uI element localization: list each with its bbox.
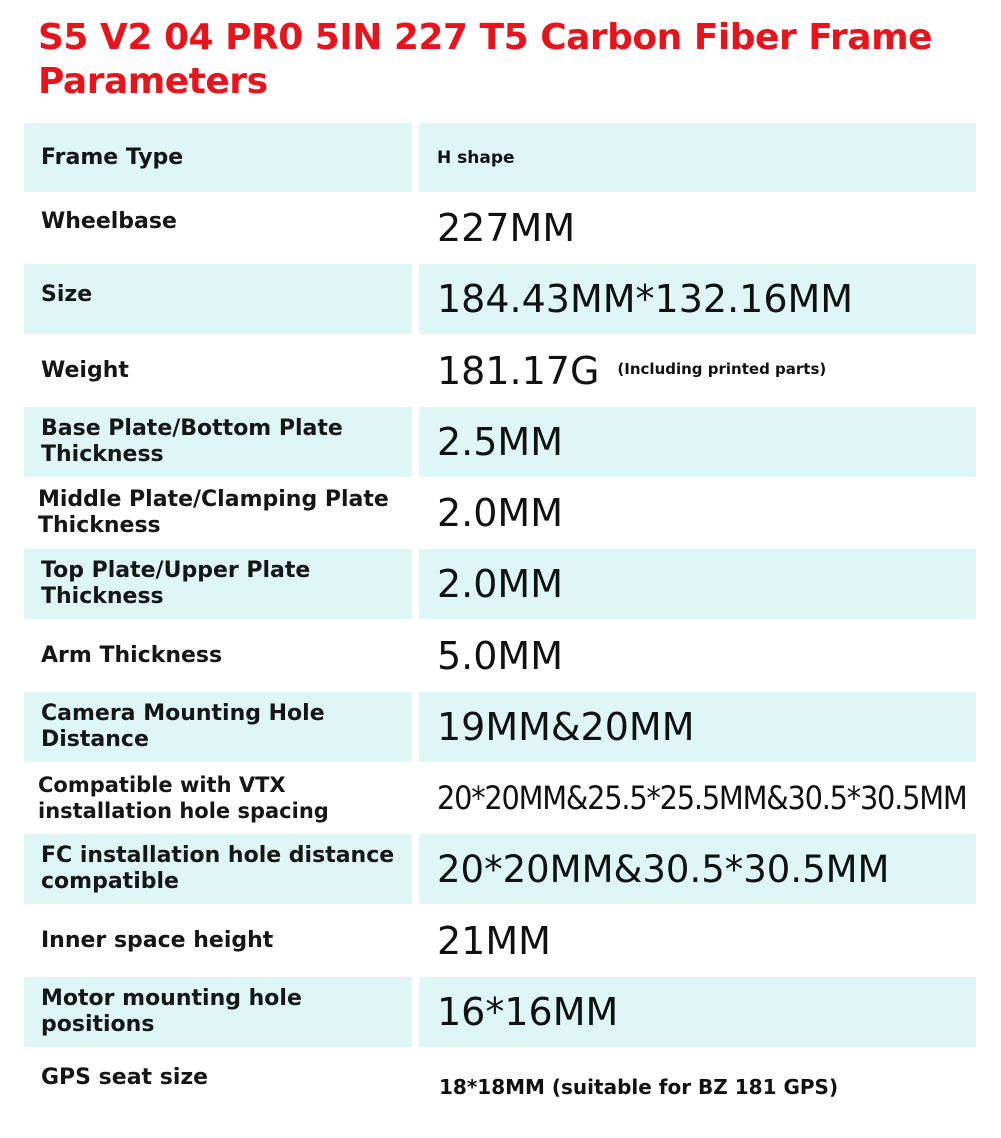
row-label: Top Plate/Upper Plate Thickness <box>24 549 412 619</box>
row-label: Middle Plate/Clamping Plate Thickness <box>38 487 389 538</box>
row-label: Camera Mounting Hole Distance <box>24 692 412 762</box>
row-value: 19MM&20MM <box>419 692 976 762</box>
page-title: S5 V2 04 PR0 5IN 227 T5 Carbon Fiber Frame Parameters <box>38 17 932 102</box>
row-label: FC installation hole distance compatible <box>24 834 412 904</box>
row-value: 21MM <box>437 918 551 963</box>
row-value: 2.5MM <box>419 407 976 477</box>
row-label: Base Plate/Bottom Plate Thickness <box>24 407 412 477</box>
row-value: 16*16MM <box>419 977 976 1047</box>
table-row-frame-type <box>24 123 976 192</box>
row-label: Inner space height <box>41 927 274 953</box>
row-value: 184.43MM*132.16MM <box>419 264 976 334</box>
table-row-weight <box>24 334 976 407</box>
row-value: 20*20MM&25.5*25.5MM&30.5*30.5MM <box>437 779 967 817</box>
weight-value: 181.17G <box>437 348 600 393</box>
weight-note: (Including printed parts) <box>617 359 827 378</box>
row-label: Frame Type <box>24 123 412 192</box>
table-row-arm-thickness <box>24 619 976 692</box>
row-label: Arm Thickness <box>41 642 223 668</box>
row-label: GPS seat size <box>41 1065 209 1090</box>
row-value: H shape <box>419 123 976 192</box>
parameters-table <box>24 123 976 1119</box>
table-row-motor-mount <box>24 977 976 1047</box>
row-value: 227MM <box>437 206 576 250</box>
table-row-camera-mount <box>24 692 976 762</box>
row-value: 20*20MM&30.5*30.5MM <box>419 834 976 904</box>
table-row-top-plate <box>24 549 976 619</box>
table-row-size <box>24 264 976 334</box>
row-label: Compatible with VTX installation hole spacing <box>38 773 329 823</box>
table-row-fc-hole-distance <box>24 834 976 904</box>
row-label: Wheelbase <box>41 209 177 234</box>
table-row-vtx-spacing <box>24 762 976 834</box>
table-row-wheelbase <box>24 192 976 264</box>
table-row-base-plate <box>24 407 976 477</box>
table-row-inner-space <box>24 904 976 977</box>
row-value: 2.0MM <box>437 491 564 535</box>
row-value <box>419 334 976 407</box>
row-label: Size <box>24 264 412 334</box>
table-row-gps-seat <box>24 1047 976 1119</box>
row-value: 2.0MM <box>419 549 976 619</box>
row-value: 5.0MM <box>437 633 564 678</box>
row-label: Motor mounting hole positions <box>24 977 412 1047</box>
row-label: Weight <box>41 357 129 383</box>
table-row-middle-plate <box>24 477 976 549</box>
row-value: 18*18MM (suitable for BZ 181 GPS) <box>439 1075 839 1099</box>
